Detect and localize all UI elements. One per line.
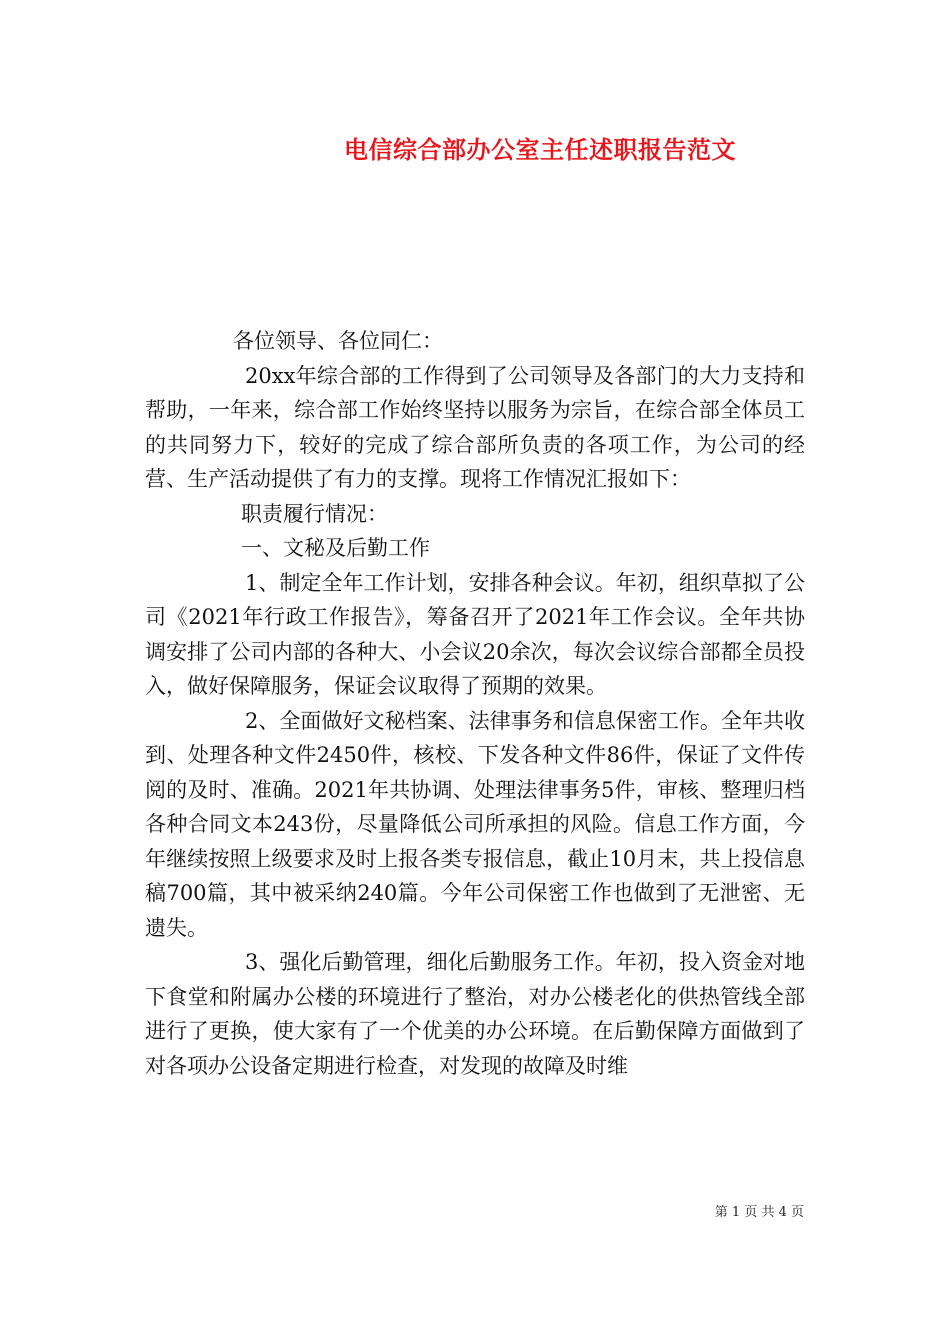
page-number: 第 1 页 共 4 页 (714, 1205, 804, 1220)
document-body (145, 324, 805, 1083)
list-item: 1、制定全年工作计划，安排各种会议。年初，组织草拟了公司《2021年行政工作报告》，筹备召开了2021年工作会议。全年共协调安排了公司内部的各种大、小会议20余次，每次会议综合部都全员投入，做好保障服务，保证会议取得了预期的效果。 (145, 570, 805, 698)
section-heading: 职责履行情况： (241, 501, 388, 526)
intro-paragraph: 20xx年综合部的工作得到了公司领导及各部门的大力支持和帮助，一年来，综合部工作始终坚持以服务为宗旨，在综合部全体员工的共同努力下，较好的完成了综合部所负责的各项工作，为公司的经营、生产活动提供了有力的支撑。现将工作情况汇报如下： (145, 363, 805, 491)
subsection-heading: 一、文秘及后勤工作 (241, 536, 430, 560)
document-title: 电信综合部办公室主任述职报告范文 (344, 135, 736, 164)
salutation: 各位领导、各位同仁： (233, 329, 443, 353)
list-item: 3、强化后勤管理，细化后勤服务工作。年初，投入资金对地下食堂和附属办公楼的环境进行了整治，对办公楼老化的供热管线全部进行了更换，使大家有了一个优美的办公环境。在后勤保障方面做到了对各项办公设备定期进行检查，对发现的故障及时维 (145, 950, 805, 1078)
list-item: 2、全面做好文秘档案、法律事务和信息保密工作。全年共收到、处理各种文件2450件，核校、下发各种文件86件，保证了文件传阅的及时、准确。2021年共协调、处理法律事务5件，审核、整理归档各种合同文本243份，尽量降低公司所承担的风险。信息工作方面，今年继续按照上级要求及时上报各类专报信息，截止10月末，共上投信息稿700篇，其中被采纳240篇。今年公司保密工作也做到了无泄密、无遗失。 (145, 708, 805, 940)
